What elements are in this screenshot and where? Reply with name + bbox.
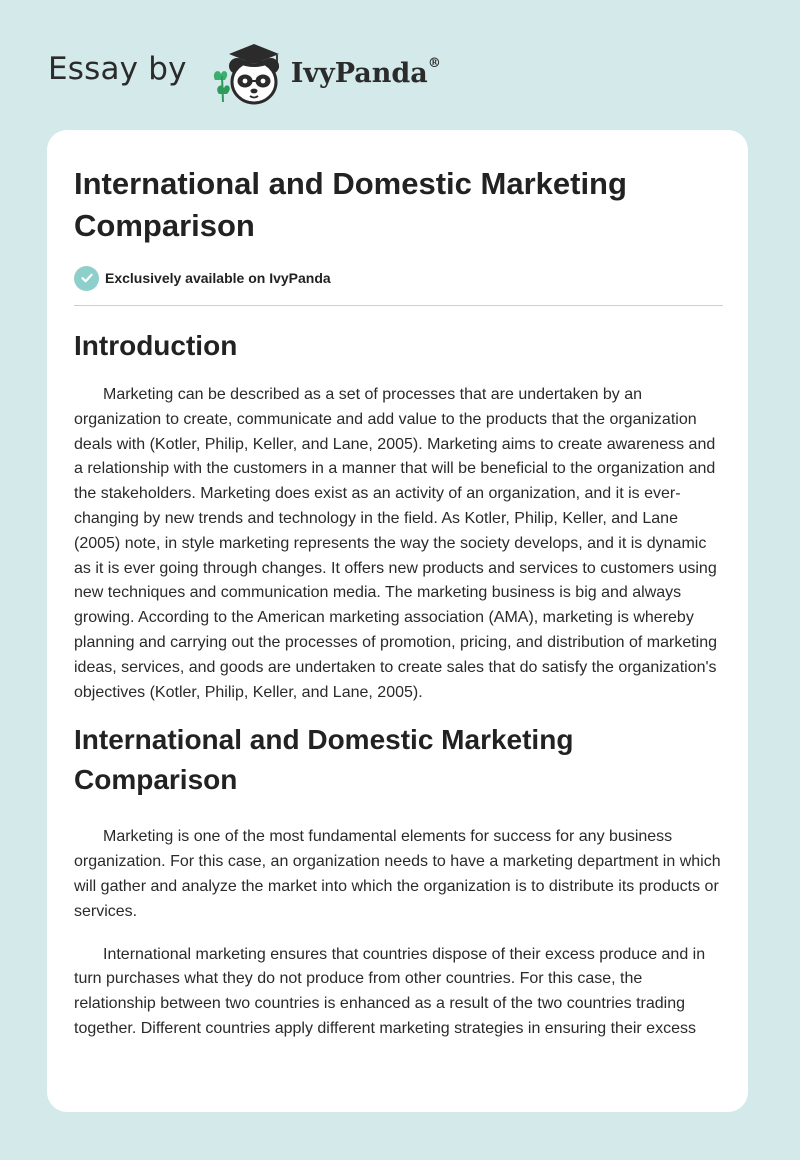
check-circle-icon xyxy=(74,266,99,291)
page-title: International and Domestic Marketing Comparison xyxy=(74,166,627,243)
paragraph: International marketing ensures that countries dispose of their excess produce and in turn purchases what they do not produce from other countries. For this case, the relationship between two countries is enhanced as a result of the two countries trading together. Different countries apply different marketing strategies in ensuring their excess xyxy=(74,945,706,1037)
paragraph: Marketing is one of the most fundamental elements for success for any business organization. For this case, an organization needs to have a marketing department in which will gather and analyze the market into which the organization is to distribute its products or services. xyxy=(74,828,721,920)
essay-content xyxy=(74,163,723,1042)
paragraph: Marketing can be described as a set of processes that are undertaken by an organization to create, communicate and add value to the products that the organization deals with (Kotler, Philip, Keller, and Lane, 2005). Marketing aims to create awareness and a relationship with the customers in a manner that will be beneficial to the organization and the stakeholders. Marketing does exist as an activity of an organization, and it is ever-changing by new trends and technology in the field. As Kotler, Philip, Keller, and Lane (2005) note, in style marketing represents the way the society develops, and it is dynamic as it is ever going through changes. It offers new products and services to customers using new techniques and communication media. The marketing business is big and always growing. According to the American marketing association (AMA), marketing is whereby planning and carrying out the processes of promotion, pricing, and distribution of marketing ideas, services, and goods are undertaken to create sales that do satisfy the organization's objectives (Kotler, Philip, Keller, and Lane, 2005). xyxy=(74,386,718,701)
registered-mark: ® xyxy=(427,55,441,71)
essay-card xyxy=(47,130,748,1112)
brand-prefix: Essay by xyxy=(48,51,187,87)
brand-header xyxy=(48,36,441,108)
section-heading-introduction: Introduction xyxy=(74,330,238,361)
exclusive-badge-label: Exclusively available on IvyPanda xyxy=(105,270,331,286)
title-divider xyxy=(74,305,723,306)
exclusive-badge xyxy=(74,265,723,291)
brand-name[interactable]: IvyPanda® xyxy=(290,55,441,89)
panda-graduate-logo[interactable] xyxy=(201,36,297,108)
section-heading-comparison: International and Domestic Marketing Comparison xyxy=(74,724,574,796)
